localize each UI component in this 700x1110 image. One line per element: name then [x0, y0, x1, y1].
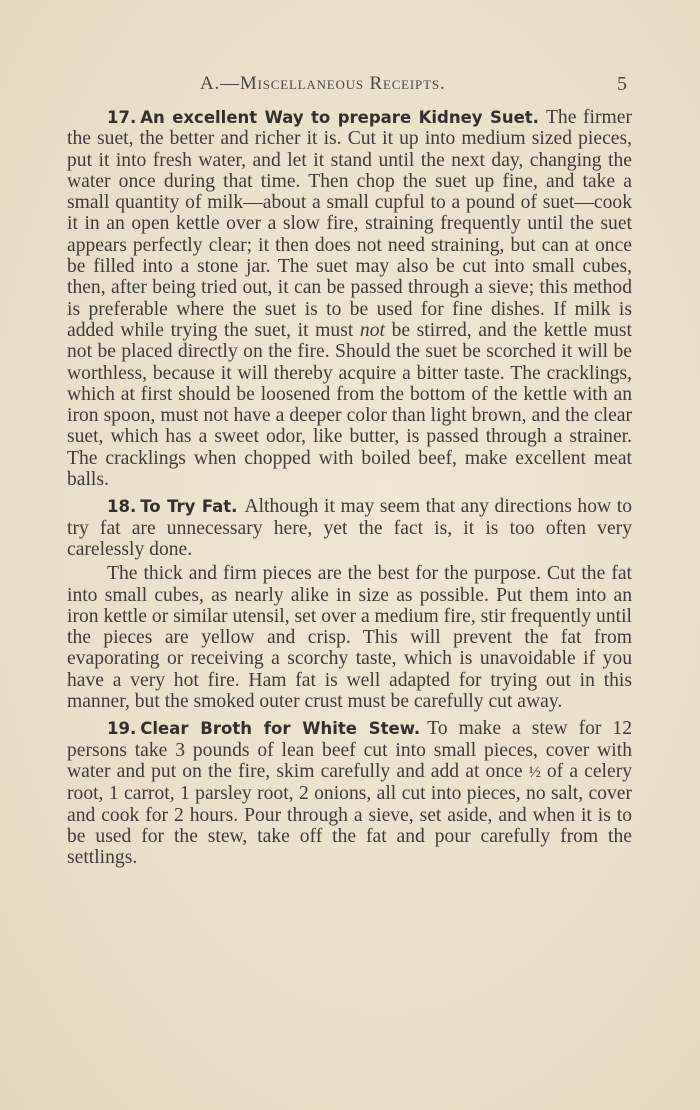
recipe-entry-17 [67, 107, 632, 490]
running-head [0, 73, 700, 99]
recipe-heading: An excellent Way to prepare Kidney Suet. [140, 108, 539, 127]
recipe-text: Although it may seem that any directions how to try fat are unnecessary here, yet the fact is, it is too often very carelessly done. [67, 496, 632, 560]
recipe-paragraph-second [67, 563, 632, 712]
running-title-text: Miscellaneous Receipts. [239, 73, 446, 94]
recipe-text-second: The thick and firm pieces are the best for the purpose. Cut the fat into small cubes, as nearly alike in size as possible. Put them into an iron kettle or similar utensil, set over a medium fire, stir frequently until the pieces are yellow and crisp. This will prevent the fat from evaporating or receiving a scorchy taste, which is unavoidable if you have a very hot fire. Ham fat is well adapted for trying out in this manner, but the smoked outer crust must be carefully cut away. [67, 563, 632, 713]
recipe-entry-18 [67, 496, 632, 712]
running-title [200, 73, 445, 95]
recipe-fraction: ½ [528, 763, 541, 781]
recipe-paragraph [67, 107, 632, 490]
recipe-paragraph [67, 496, 632, 560]
recipe-text: The firmer the suet, the better and richer it is. Cut it up into medium sized pieces, put it into fresh water, and let it stand until the next day, changing the water once during that time. Then chop the suet up fine, and take a small quantity of milk—about a small cupful to a pound of suet—cook it in an open kettle over a slow fire, straining frequently until the suet appears perfectly clear; it then does not need straining, but can at once be filled into a stone jar. The suet may also be cut into small cubes, then, after being tried out, it can be passed through a sieve; this method is preferable where the suet is to be used for fine dishes. If milk is added while trying the suet, it must [67, 107, 632, 341]
recipe-heading: To Try Fat. [140, 497, 238, 517]
running-title-prefix: A.— [200, 73, 240, 94]
recipe-emphasis: not [359, 319, 385, 341]
recipe-text-continued: be stirred, and the kettle must not be placed directly on the fire. Should the suet be scorched it will be worthless, because it will thereby acquire a bitter taste. The cracklings, which at first should be loosened from the bottom of the kettle with an iron spoon, must not have a deeper color than light brown, and the clear suet, which has a sweet odor, like butter, is passed through a strainer. The cracklings when chopped with boiled beef, make excellent meat balls. [67, 319, 632, 491]
recipe-number: 17. [107, 108, 137, 127]
page-number: 5 [617, 73, 627, 95]
page-body [67, 107, 632, 874]
recipe-number: 18. [107, 497, 137, 517]
recipe-heading: Clear Broth for White Stew. [140, 719, 421, 739]
recipe-text-continued: of a celery root, 1 carrot, 1 parsley root, 2 onions, all cut into pieces, no salt, cover and cook for 2 hours. Pour through a sieve, set aside, and when it is to be used for the stew, take off the fat and pour carefully from the settlings. [67, 760, 633, 869]
recipe-paragraph [67, 718, 632, 868]
recipe-entry-19 [67, 718, 632, 868]
recipe-number: 19. [107, 719, 137, 739]
recipe-text: To make a stew for 12 persons take 3 pounds of lean beef cut into small pieces, cover with water and put on the fire, skim carefully and add at once [67, 718, 633, 782]
